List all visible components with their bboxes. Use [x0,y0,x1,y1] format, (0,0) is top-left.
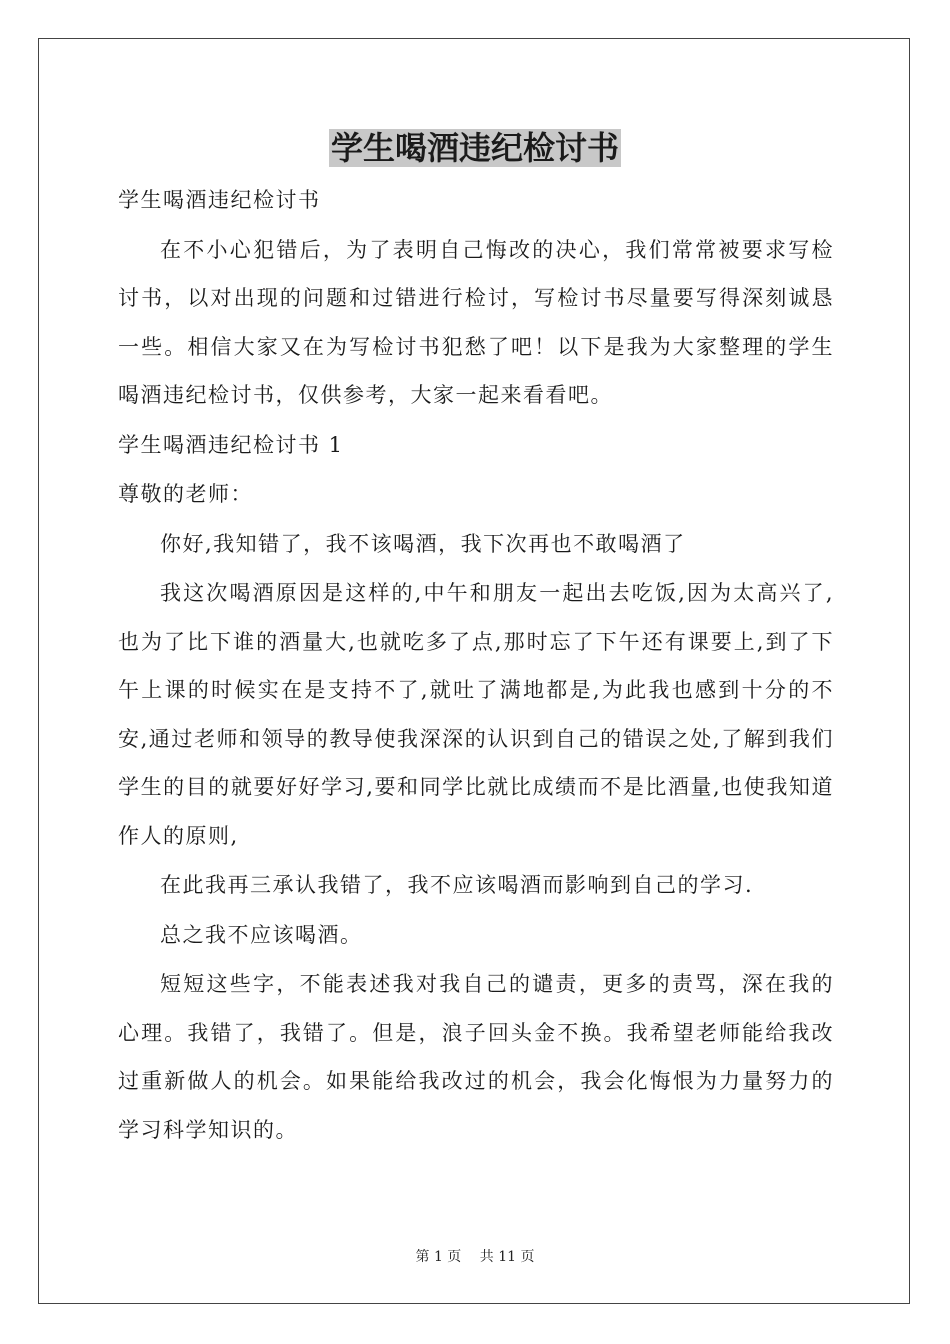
paragraph: 总之我不应该喝酒。 [160,922,363,947]
page-total: 共 11 页 [479,1249,535,1265]
paragraph: 在不小心犯错后，为了表明自己悔改的决心，我们常常被要求写检讨书，以对出现的问题和过错进行检讨，写检讨书尽量要写得深刻诚恳一些。相信大家又在为写检讨书犯愁了吧！以下是我为大家整理的学生喝酒违纪检讨书，仅供参考，大家一起来看看吧。 [118,237,834,407]
paragraph: 学生喝酒违纪检讨书 [118,188,321,212]
paragraph: 在此我再三承认我错了，我不应该喝酒而影响到自己的学习. [160,873,754,897]
paragraph: 我这次喝酒原因是这样的,中午和朋友一起出去吃饭,因为太高兴了,也为了比下谁的酒量大,也就吃多了点,那时忘了下午还有课要上,到了下午上课的时候实在是支持不了,就吐了满地都是,为此我也感到十分的不安,通过老师和领导的教导使我深深的认识到自己的错误之处,了解到我们学生的目的就要好好学习,要和同学比就比成绩而不是比酒量,也使我知道作人的原则, [118,581,834,848]
document-body [118,176,834,1154]
document-title-text: 学生喝酒违纪检讨书 [330,129,619,167]
document-title [0,124,950,172]
paragraph: 尊敬的老师： [118,482,253,506]
paragraph: 你好,我知错了，我不该喝酒，我下次再也不敢喝酒了 [160,531,686,556]
paragraph: 学生喝酒违纪检讨书 1 [118,432,344,457]
paragraph: 短短这些字，不能表述我对我自己的谴责，更多的责骂，深在我的心理。我错了，我错了。但是，浪子回头金不换。我希望老师能给我改过重新做人的机会。如果能给我改过的机会，我会化悔恨为力量努力的学习科学知识的。 [118,972,834,1142]
page-number: 第 1 页 [415,1249,462,1265]
page-footer [0,1246,950,1266]
